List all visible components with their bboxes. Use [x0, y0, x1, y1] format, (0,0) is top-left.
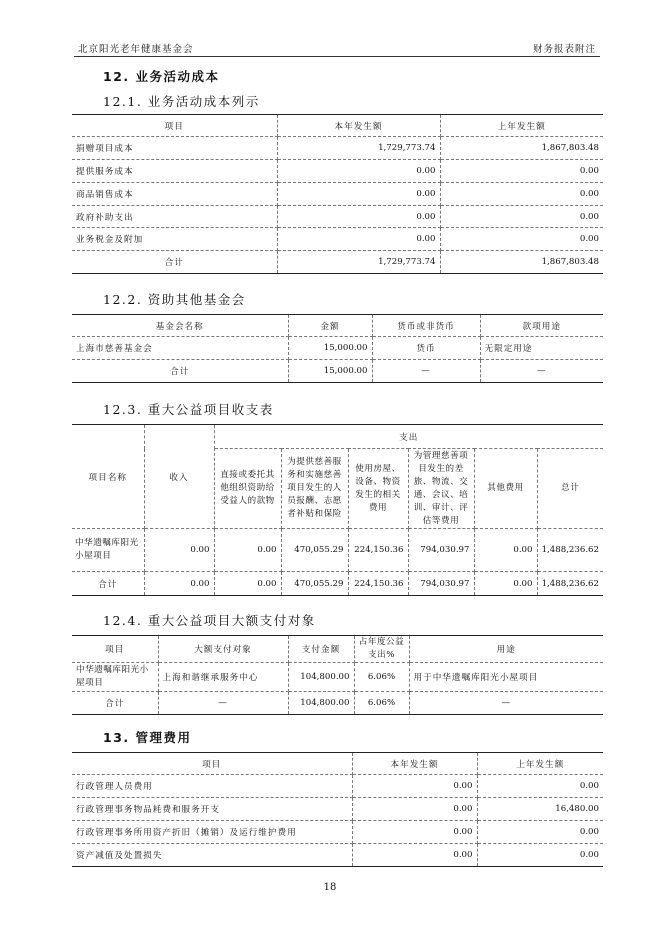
management: 794,030.97 [408, 529, 474, 572]
project-name: 中华遗嘱库阳光小屋项目 [72, 529, 144, 572]
prior-value: 0.00 [477, 775, 603, 798]
payment-total: 104,800.00 [288, 692, 354, 715]
current-value: 0.00 [352, 844, 477, 867]
col-header-share: 占年度公益支出% [354, 636, 409, 663]
total-label: 合计 [72, 360, 288, 383]
col-header-foundation: 基金会名称 [72, 315, 288, 337]
total-row [72, 692, 603, 715]
current-value: 0.00 [277, 206, 440, 228]
table-row [72, 137, 603, 160]
current-value: 0.00 [277, 160, 440, 183]
current-total: 1,729,773.74 [277, 251, 440, 274]
table-row [72, 663, 603, 692]
table-row [72, 160, 603, 183]
grants-table [72, 314, 603, 383]
prior-value: 16,480.00 [477, 798, 603, 821]
row-label: 捐赠项目成本 [72, 137, 277, 160]
row-label: 资产减值及处置损失 [72, 844, 352, 867]
col-header-income: 收入 [144, 425, 214, 529]
other-total: 0.00 [474, 572, 537, 596]
sub-header-facilities: 使用房屋、设备、物资发生的相关费用 [348, 449, 408, 529]
col-header-amount: 金额 [288, 315, 372, 337]
prior-value: 0.00 [477, 821, 603, 844]
admin-expense-table [72, 752, 603, 867]
row-label: 商品销售成本 [72, 183, 277, 206]
current-value: 0.00 [352, 798, 477, 821]
col-header-currency: 货币或非货币 [372, 315, 480, 337]
prior-total: 1,867,803.48 [440, 251, 603, 274]
prior-value: 1,867,803.48 [440, 137, 603, 160]
purpose-dash: — [480, 360, 603, 383]
col-header-prior: 上年发生额 [440, 115, 603, 137]
direct-grants: 0.00 [214, 529, 281, 572]
section-12-2-heading: 12.2. 资助其他基金会 [103, 292, 246, 307]
row-label: 行政管理人员费用 [72, 775, 352, 798]
col-header-item: 项目 [72, 753, 352, 775]
current-value: 0.00 [352, 821, 477, 844]
table-row [72, 775, 603, 798]
row-label: 政府补助支出 [72, 206, 277, 228]
sub-header-other: 其他费用 [474, 449, 537, 529]
currency-type: 货币 [372, 337, 480, 360]
col-header-project-name: 项目名称 [72, 425, 144, 529]
sub-header-total: 总计 [537, 449, 603, 529]
section-12-heading: 12. 业务活动成本 [103, 69, 220, 84]
prior-value: 0.00 [440, 183, 603, 206]
doc-section-name: 财务报表附注 [532, 44, 596, 55]
total: 1,488,236.62 [537, 529, 603, 572]
grand-total: 1,488,236.62 [537, 572, 603, 596]
payee: 上海和谐继承服务中心 [158, 663, 288, 692]
row-label: 业务税金及附加 [72, 228, 277, 251]
major-projects-table [72, 424, 603, 596]
payee-dash: — [158, 692, 288, 715]
col-header-project: 项目 [72, 636, 158, 663]
current-value: 0.00 [352, 775, 477, 798]
row-label: 行政管理事务物品耗费和服务开支 [72, 798, 352, 821]
prior-value: 0.00 [440, 160, 603, 183]
col-header-prior: 上年发生额 [477, 753, 603, 775]
col-header-expense: 支出 [214, 425, 603, 449]
total-label: 合计 [72, 251, 277, 274]
total-row [72, 572, 603, 596]
prior-value: 0.00 [440, 228, 603, 251]
page-number: 18 [323, 882, 337, 893]
page-header [74, 40, 600, 57]
org-name: 北京阳光老年健康基金会 [78, 44, 194, 55]
total-row [72, 251, 603, 274]
table-row [72, 798, 603, 821]
business-cost-table [72, 114, 603, 274]
total-row [72, 360, 603, 383]
total-label: 合计 [72, 572, 144, 596]
facilities: 224,150.36 [348, 529, 408, 572]
table-row [72, 206, 603, 228]
facilities-total: 224,150.36 [348, 572, 408, 596]
sub-header-direct-grants: 直接或委托其他组织资助给受益人的款物 [214, 449, 281, 529]
row-label: 行政管理事务所用资产折旧（摊销）及运行维护费用 [72, 821, 352, 844]
current-value: 0.00 [277, 228, 440, 251]
personnel: 470,055.29 [281, 529, 348, 572]
amount: 15,000.00 [288, 337, 372, 360]
use-dash: — [409, 692, 603, 715]
management-total: 794,030.97 [408, 572, 474, 596]
project: 中华遗嘱库阳光小屋项目 [72, 663, 158, 692]
total-label: 合计 [72, 692, 158, 715]
col-header-item: 项目 [72, 115, 277, 137]
large-payments-table [72, 635, 603, 715]
col-header-payment: 支付金额 [288, 636, 354, 663]
direct-grants-total: 0.00 [214, 572, 281, 596]
section-12-3-heading: 12.3. 重大公益项目收支表 [103, 402, 274, 417]
col-header-current: 本年发生额 [277, 115, 440, 137]
row-label: 提供服务成本 [72, 160, 277, 183]
table-row [72, 529, 603, 572]
amount-total: 15,000.00 [288, 360, 372, 383]
table-row [72, 183, 603, 206]
prior-value: 0.00 [477, 844, 603, 867]
col-header-use: 用途 [409, 636, 603, 663]
share-total: 6.06% [354, 692, 409, 715]
prior-value: 0.00 [440, 206, 603, 228]
purpose: 无限定用途 [480, 337, 603, 360]
section-13-heading: 13. 管理费用 [103, 730, 192, 745]
other: 0.00 [474, 529, 537, 572]
sub-header-personnel: 为提供慈善服务和实施慈善项目发生的人员报酬、志愿者补贴和保险 [281, 449, 348, 529]
table-row [72, 337, 603, 360]
payment-amount: 104,800.00 [288, 663, 354, 692]
section-12-1-heading: 12.1. 业务活动成本列示 [103, 94, 260, 109]
current-value: 1,729,773.74 [277, 137, 440, 160]
col-header-current: 本年发生额 [352, 753, 477, 775]
current-value: 0.00 [277, 183, 440, 206]
currency-dash: — [372, 360, 480, 383]
table-row [72, 844, 603, 867]
use: 用于中华遗嘱库阳光小屋项目 [409, 663, 603, 692]
sub-header-management: 为管理慈善项目发生的差旅、物流、交通、会议、培训、审计、评估等费用 [408, 449, 474, 529]
table-row [72, 821, 603, 844]
income-total: 0.00 [144, 572, 214, 596]
section-12-4-heading: 12.4. 重大公益项目大额支付对象 [103, 613, 316, 628]
foundation-name: 上海市慈善基金会 [72, 337, 288, 360]
income: 0.00 [144, 529, 214, 572]
col-header-purpose: 款项用途 [480, 315, 603, 337]
personnel-total: 470,055.29 [281, 572, 348, 596]
table-row [72, 228, 603, 251]
col-header-payee: 大额支付对象 [158, 636, 288, 663]
share-percent: 6.06% [354, 663, 409, 692]
